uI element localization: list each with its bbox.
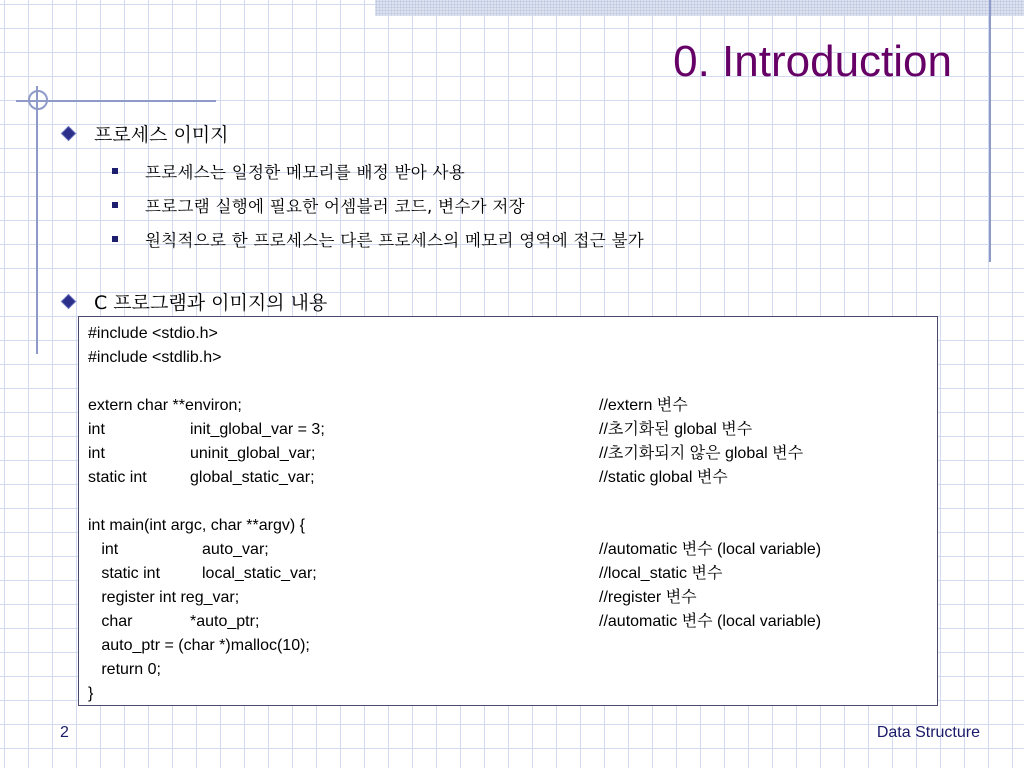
- code-comment: //static global 변수: [599, 469, 728, 486]
- code-comment: //extern 변수: [599, 397, 688, 414]
- code-line: register int reg_var;: [88, 589, 240, 606]
- code-line: return 0;: [88, 661, 161, 678]
- square-bullet-icon: [112, 236, 118, 242]
- bullet-c-program-image: [62, 288, 327, 315]
- code-comment: //automatic 변수 (local variable): [599, 613, 822, 630]
- code-comment: //register 변수: [599, 589, 697, 606]
- code-line: static int local_static_var;: [88, 565, 317, 582]
- code-line: #include <stdlib.h>: [88, 349, 222, 366]
- code-line: static int global_static_var;: [88, 469, 315, 486]
- bullet-process-image: [62, 120, 229, 147]
- code-comment: //초기화되지 않은 global 변수: [599, 445, 804, 462]
- slide-number: 2: [60, 724, 69, 741]
- square-bullet-icon: [112, 202, 118, 208]
- sub-bullet-item: [112, 154, 644, 188]
- code-line: int uninit_global_var;: [88, 445, 316, 462]
- code-line: int auto_var;: [88, 541, 269, 558]
- sub-bullet-item: [112, 222, 644, 256]
- code-comment: //local_static 변수: [599, 565, 723, 582]
- diamond-bullet-icon: [62, 127, 75, 140]
- code-line: char *auto_ptr;: [88, 613, 260, 630]
- code-comment: //초기화된 global 변수: [599, 421, 753, 438]
- bullet-text: 프로세스 이미지: [94, 124, 229, 146]
- decor-line-left-vertical: [36, 86, 38, 354]
- square-bullet-icon: [112, 168, 118, 174]
- slide-title: 0. Introduction: [673, 37, 952, 86]
- code-line: #include <stdio.h>: [88, 325, 218, 342]
- sub-bullet-list: [112, 154, 644, 256]
- decor-ring: [28, 90, 48, 110]
- code-line: extern char **environ;: [88, 397, 242, 414]
- header-decoration-strip: [375, 0, 1024, 16]
- code-line: }: [88, 685, 94, 702]
- sub-bullet-item: [112, 188, 644, 222]
- code-comment: //automatic 변수 (local variable): [599, 541, 822, 558]
- decor-line-right-vertical: [989, 0, 991, 262]
- code-line: auto_ptr = (char *)malloc(10);: [88, 637, 310, 654]
- sub-bullet-text: 프로세스는 일정한 메모리를 배정 받아 사용: [145, 163, 466, 182]
- sub-bullet-text: 원칙적으로 한 프로세스는 다른 프로세스의 메모리 영역에 접근 불가: [145, 231, 645, 250]
- code-line: int init_global_var = 3;: [88, 421, 325, 438]
- diamond-bullet-icon: [62, 295, 75, 308]
- sub-bullet-text: 프로그램 실행에 필요한 어셈블러 코드, 변수가 저장: [145, 197, 525, 216]
- footer-title: Data Structure: [876, 724, 980, 741]
- code-box: [78, 316, 938, 706]
- code-line: int main(int argc, char **argv) {: [88, 517, 305, 534]
- bullet-text: C 프로그램과 이미지의 내용: [94, 292, 328, 314]
